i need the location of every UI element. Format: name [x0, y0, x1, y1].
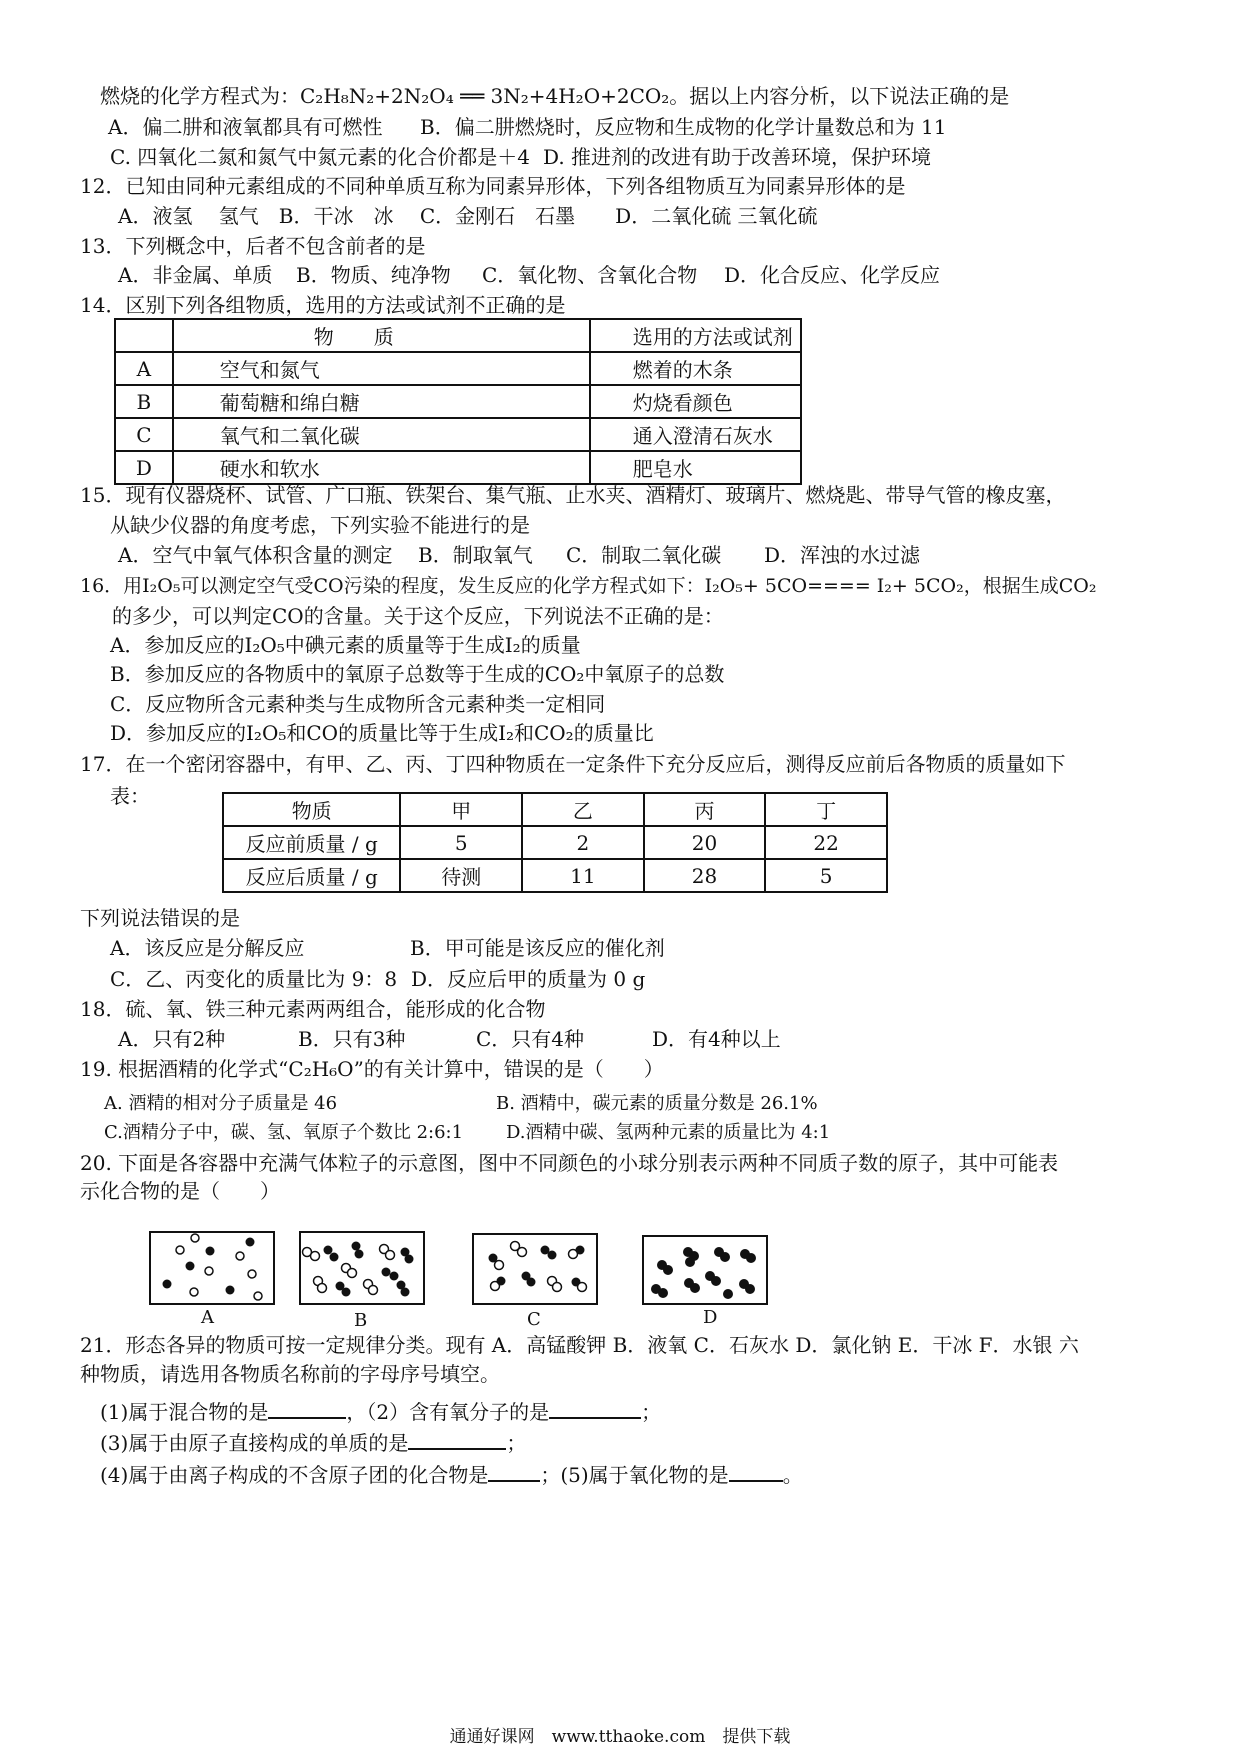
table-cell: 22	[765, 826, 887, 859]
table-cell: 物 质	[173, 319, 590, 352]
q16-stem-line2: 的多少，可以判定CO的含量。关于这个反应，下列说法不正确的是：	[112, 604, 724, 628]
table-cell: 2	[522, 826, 644, 859]
q21-part5-label: ；(5)属于氧化物的是	[540, 1463, 729, 1487]
table-cell: 选用的方法或试剂	[590, 319, 801, 352]
q11-option-a: A．偏二肼和液氧都具有可燃性	[108, 115, 383, 139]
q17-option-d: D．反应后甲的质量为 0 g	[411, 967, 646, 991]
q12-options: A．液氢 氢气 B．干冰 冰 C．金刚石 石墨 D．二氧化硫 三氧化硫	[118, 204, 818, 228]
q20-stem-line2: 示化合物的是（ ）	[80, 1179, 280, 1203]
q13-option-c: C．氧化物、含氧化合物	[482, 263, 698, 287]
table-cell: 待测	[400, 859, 522, 892]
container-c-label: C	[527, 1309, 541, 1330]
table-cell: 通入澄清石灰水	[590, 418, 801, 451]
container-b	[300, 1232, 424, 1304]
q11-option-d: D. 推进剂的改进有助于改善环境，保护环境	[543, 145, 932, 169]
q17-ask: 下列说法错误的是	[80, 906, 240, 930]
q15-stem-line1: 15．现有仪器烧杯、试管、广口瓶、铁架台、集气瓶、止水夹、酒精灯、玻璃片、燃烧匙、带导气管的橡皮塞，	[80, 483, 1066, 507]
q17-option-a: A．该反应是分解反应	[110, 936, 305, 960]
container-b-label: B	[354, 1310, 368, 1331]
q21-part2-label: ，（2）含有氧分子的是	[346, 1400, 550, 1424]
answer-blank-1[interactable]	[268, 1397, 346, 1419]
table-cell: 灼烧看颜色	[590, 385, 801, 418]
table-cell: 葡萄糖和绵白糖	[173, 385, 590, 418]
q15-stem-line2: 从缺少仪器的角度考虑，下列实验不能进行的是	[110, 513, 530, 537]
q15-option-b: B．制取氧气	[418, 543, 533, 567]
container-a	[150, 1232, 274, 1304]
page-footer: 通通好课网 www.tthaoke.com 提供下载	[449, 1727, 791, 1747]
table-cell: 20	[644, 826, 766, 859]
table-cell: 燃着的木条	[590, 352, 801, 385]
q13-option-b: B．物质、纯净物	[296, 263, 451, 287]
q15-option-c: C．制取二氧化碳	[566, 543, 722, 567]
table-cell: 反应后质量 / g	[223, 859, 400, 892]
table-cell: 氧气和二氧化碳	[173, 418, 590, 451]
q16-option-c: C．反应物所含元素种类与生成物所含元素种类一定相同	[110, 692, 606, 716]
q14-stem: 14．区别下列各组物质，选用的方法或试剂不正确的是	[80, 293, 566, 317]
table-cell: B	[115, 385, 173, 418]
q19-option-a: A. 酒精的相对分子质量是 46	[104, 1093, 338, 1114]
table-cell: 11	[522, 859, 644, 892]
table-cell: 丙	[644, 793, 766, 826]
q13-stem: 13．下列概念中，后者不包含前者的是	[80, 234, 426, 258]
table-cell: C	[115, 418, 173, 451]
answer-blank-5[interactable]	[729, 1460, 783, 1482]
container-a-label: A	[201, 1307, 214, 1328]
container-d-label: D	[703, 1307, 718, 1328]
q21-semicolon: ；	[641, 1400, 662, 1424]
table-cell: A	[115, 352, 173, 385]
q16-option-d: D．参加反应的I₂O₅和CO的质量比等于生成I₂和CO₂的质量比	[110, 721, 654, 745]
q21-stem-line2: 种物质，请选用各物质名称前的字母序号填空。	[80, 1362, 500, 1386]
table-cell: 反应前质量 / g	[223, 826, 400, 859]
q11-option-c: C. 四氧化二氮和氮气中氮元素的化合价都是＋4	[110, 145, 531, 169]
q13-option-d: D．化合反应、化学反应	[724, 263, 941, 287]
table-cell: 硬水和软水	[173, 451, 590, 484]
q15-option-a: A．空气中氧气体积含量的测定	[118, 543, 393, 567]
q20-stem-line1: 20. 下面是各容器中充满气体粒子的示意图，图中不同颜色的小球分别表示两种不同质子数的原子，其中可能表	[80, 1151, 1059, 1175]
q17-stem-line2: 表：	[110, 784, 150, 808]
table-cell: 乙	[522, 793, 644, 826]
table-cell: 5	[765, 859, 887, 892]
q19-option-b: B. 酒精中，碳元素的质量分数是 26.1%	[496, 1093, 818, 1114]
table-cell: 肥皂水	[590, 451, 801, 484]
answer-blank-3[interactable]	[408, 1428, 506, 1450]
table-cell: 物质	[223, 793, 400, 826]
table-cell: 5	[400, 826, 522, 859]
q21-part1-label: (1)属于混合物的是	[100, 1400, 269, 1424]
q13-option-a: A．非金属、单质	[118, 263, 273, 287]
table-cell: D	[115, 451, 173, 484]
table-cell: 甲	[400, 793, 522, 826]
q17-stem-line1: 17．在一个密闭容器中，有甲、乙、丙、丁四种物质在一定条件下充分反应后，测得反应前后各物质的质量如下	[80, 752, 1066, 776]
q21-part3-label: (3)属于由原子直接构成的单质的是	[100, 1431, 409, 1455]
q17-option-b: B．甲可能是该反应的催化剂	[410, 936, 665, 960]
q19-option-d: D.酒精中碳、氢两种元素的质量比为 4:1	[506, 1122, 831, 1143]
q21-line2	[100, 1428, 526, 1456]
answer-blank-2[interactable]	[549, 1397, 641, 1419]
q15-option-d: D．浑浊的水过滤	[764, 543, 921, 567]
container-c	[473, 1234, 597, 1304]
table-cell: 28	[644, 859, 766, 892]
q18-option-a: A．只有2种	[118, 1027, 226, 1051]
q21-part4-label: (4)属于由离子构成的不含原子团的化合物是	[100, 1463, 489, 1487]
q16-stem-line1: 16．用I₂O₅可以测定空气受CO污染的程度，发生反应的化学方程式如下：I₂O₅+ 5CO==== I₂+ 5CO₂，根据生成CO₂	[80, 575, 1097, 597]
q18-option-c: C．只有4种	[476, 1027, 585, 1051]
q19-option-c: C.酒精分子中，碳、氢、氧原子个数比 2:6:1	[104, 1122, 464, 1143]
table-cell: 空气和氮气	[173, 352, 590, 385]
q18-option-b: B．只有3种	[298, 1027, 406, 1051]
q17-option-c: C．乙、丙变化的质量比为 9：8	[110, 967, 398, 991]
table-cell: 丁	[765, 793, 887, 826]
q21-line1	[100, 1397, 661, 1425]
q18-option-d: D．有4种以上	[652, 1027, 781, 1051]
q21-period: 。	[782, 1463, 803, 1487]
q19-stem: 19. 根据酒精的化学式“C₂H₆O”的有关计算中，错误的是（ ）	[80, 1057, 664, 1081]
q18-stem: 18．硫、氧、铁三种元素两两组合，能形成的化合物	[80, 997, 546, 1021]
container-d	[643, 1236, 767, 1304]
q16-option-b: B．参加反应的各物质中的氧原子总数等于生成的CO₂中氧原子的总数	[110, 662, 725, 686]
q21-semicolon: ；	[506, 1431, 527, 1455]
q11-option-b: B．偏二肼燃烧时，反应物和生成物的化学计量数总和为 11	[420, 115, 947, 139]
q16-option-a: A．参加反应的I₂O₅中碘元素的质量等于生成I₂的质量	[110, 633, 581, 657]
q21-stem-line1: 21．形态各异的物质可按一定规律分类。现有 A．高锰酸钾 B．液氧 C．石灰水 D．氯化钠 E．干冰 F．水银 六	[80, 1333, 1079, 1357]
q11-stem: 燃烧的化学方程式为：C₂H₈N₂+2N₂O₄ ══ 3N₂+4H₂O+2CO₂。据以上内容分析，以下说法正确的是	[100, 84, 1010, 108]
q21-line3	[100, 1460, 803, 1488]
q12-stem: 12．已知由同种元素组成的不同种单质互称为同素异形体，下列各组物质互为同素异形体的是	[80, 174, 906, 198]
answer-blank-4[interactable]	[488, 1460, 540, 1482]
